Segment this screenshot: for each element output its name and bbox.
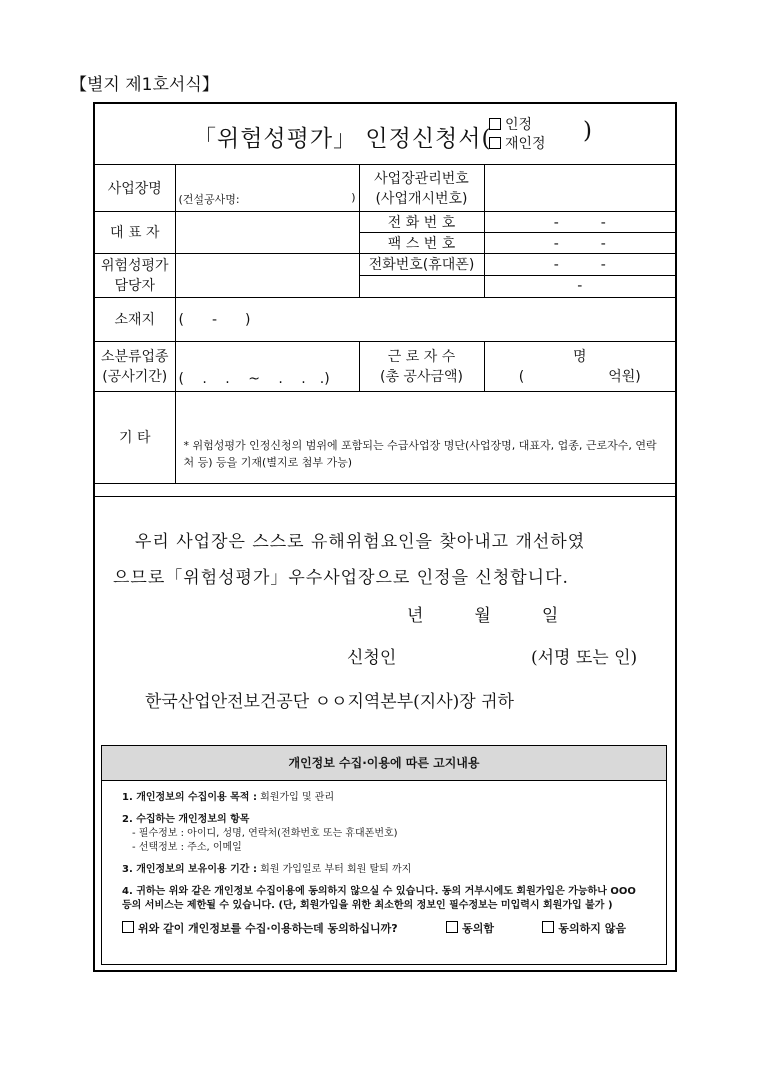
application-statement	[95, 496, 675, 737]
manager-field[interactable]	[175, 253, 359, 297]
title-row	[95, 104, 675, 165]
application-form	[93, 102, 677, 972]
workers-field[interactable]: 명 ( 억원)	[484, 341, 675, 391]
mobile-label: 전화번호(휴대폰)	[359, 253, 484, 275]
mobile-field[interactable]: - -	[484, 253, 675, 275]
workplace-label: 사업장명	[95, 165, 175, 211]
signature-placeholder: (서명 또는 인)	[531, 648, 638, 668]
phone-field[interactable]: - -	[484, 211, 675, 232]
manager-label: 위험성평가 담당자	[95, 253, 175, 297]
notice-item-3: 3. 개인정보의 보유이용 기간 : 회원 가입일로 부터 회원 탈퇴 까지	[122, 864, 412, 875]
rep-field[interactable]	[175, 211, 359, 253]
fax-label: 팩 스 번 호	[359, 232, 484, 253]
checkbox-icon[interactable]	[489, 137, 501, 149]
option-certification[interactable]: 인정	[489, 116, 546, 135]
workers-label: 근 로 자 수 (총 공사금액)	[359, 341, 484, 391]
notice-item-2: 2. 수집하는 개인정보의 항목 - 필수정보 : 아이디, 성명, 연락처(전화번호 또는 휴대폰번호) - 선택정보 : 주소, 이메일	[122, 814, 398, 853]
checkbox-icon[interactable]	[489, 118, 501, 130]
privacy-notice	[101, 745, 667, 965]
fax-field[interactable]: - -	[484, 232, 675, 253]
statement-line-2: 으므로「위험성평가」우수사업장으로 인정을 신청합니다.	[113, 568, 569, 588]
applicant-label: 신청인	[347, 648, 397, 668]
notice-item-1: 1. 개인정보의 수집이용 목적 : 회원가입 및 관리	[122, 792, 335, 803]
consent-yes-option[interactable]: 동의함	[446, 921, 494, 936]
checkbox-icon[interactable]	[446, 921, 458, 933]
mgmt-no-field[interactable]	[484, 165, 675, 211]
consent-no-option[interactable]: 동의하지 않음	[542, 921, 626, 936]
etc-label: 기 타	[95, 391, 175, 483]
rep-label: 대 표 자	[95, 211, 175, 253]
option-recertification[interactable]: 재인정	[489, 135, 546, 154]
consent-row: 위와 같이 개인정보를 수집·이용하는데 동의하십니까? 동의함 동의하지 않음	[122, 921, 646, 936]
extra-field[interactable]: -	[484, 275, 675, 297]
checkbox-icon[interactable]	[122, 921, 134, 933]
title-close-paren: )	[583, 118, 592, 144]
statement-line-1: 우리 사업장은 스스로 유해위험요인을 찾아내고 개선하였	[135, 532, 586, 552]
form-label: 【별지 제1호서식】	[70, 75, 219, 95]
form-title: 「위험성평가」 인정신청서(	[193, 126, 492, 152]
phone-label: 전 화 번 호	[359, 211, 484, 232]
privacy-notice-heading: 개인정보 수집·이용에 따른 고지내용	[102, 746, 666, 781]
certification-type-options	[489, 116, 546, 154]
workplace-field[interactable]: (건설공사명: )	[175, 165, 359, 211]
etc-field[interactable]: * 위험성평가 인정신청의 범위에 포함되는 수급사업장 명단(사업장명, 대표자, 업종, 근로자수, 연락처 등) 등을 기재(별지로 첨부 가능)	[175, 391, 675, 483]
date-line: 년 월 일	[407, 606, 559, 626]
notice-item-4: 4. 귀하는 위와 같은 개인정보 수집이용에 동의하지 않으실 수 있습니다. 동의 거부시에도 회원가입은 가능하나 OOO 등의 서비스는 제한될 수 있습니다. (단, 회원가입을 위한 최소한의 정보인 필수정보는 미입력시 회원가입 불가 )	[122, 886, 636, 911]
mgmt-no-label: 사업장관리번호 (사업개시번호)	[359, 165, 484, 211]
address-field[interactable]: ( - )	[175, 297, 675, 341]
extra-label-blank	[359, 275, 484, 297]
recipient-line: 한국산업안전보건공단 ㅇㅇ지역본부(지사)장 귀하	[145, 692, 514, 712]
checkbox-icon[interactable]	[542, 921, 554, 933]
industry-label: 소분류업종 (공사기간)	[95, 341, 175, 391]
period-field[interactable]: ( . . ~ . . .)	[175, 341, 359, 391]
info-table	[95, 165, 675, 484]
address-label: 소재지	[95, 297, 175, 341]
